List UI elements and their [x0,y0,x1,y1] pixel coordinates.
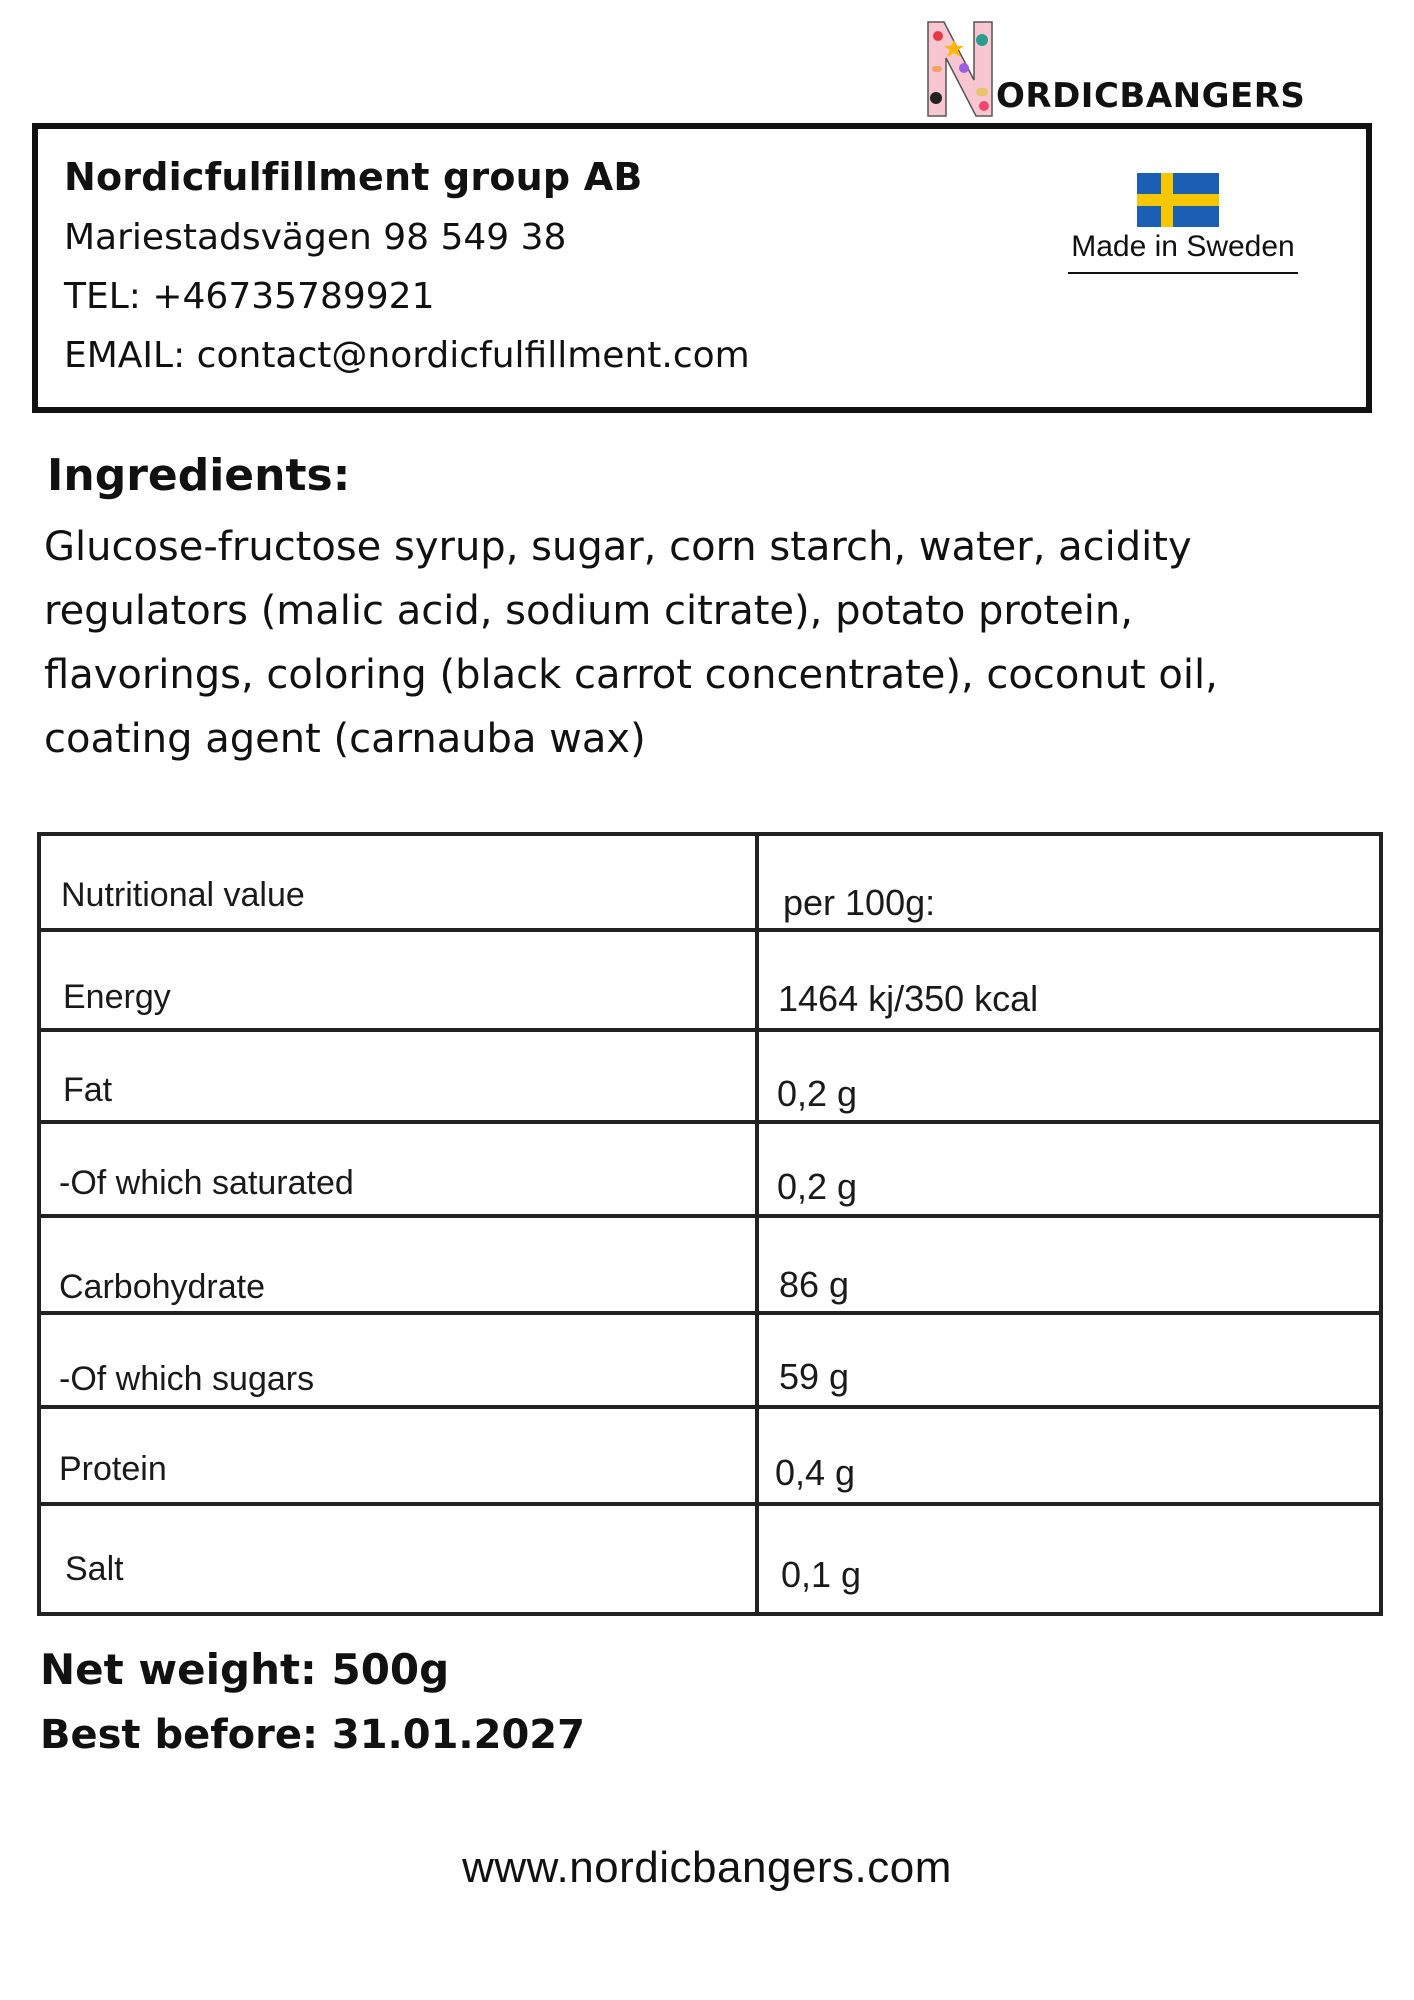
company-address: Mariestadsvägen 98 549 38 [64,217,567,258]
nutrition-row-energy-value: 1464 kj/350 kcal [778,978,1039,1019]
row-divider [41,1311,1379,1315]
row-divider [41,1214,1379,1218]
company-phone: TEL: +46735789921 [64,276,435,317]
company-email: EMAIL: contact@nordicfulfillment.com [64,335,750,376]
nutrition-header-label: Nutritional value [61,876,305,914]
nutrition-row-sugars-value: 59 g [779,1356,850,1397]
website-link[interactable]: www.nordicbangers.com [462,1843,952,1892]
nutrition-row-salt-label: Salt [65,1550,124,1588]
nutrition-row-carbohydrate-value: 86 g [779,1264,850,1305]
row-divider [41,1120,1379,1124]
nutrition-row-energy-label: Energy [63,978,171,1016]
net-weight: Net weight: 500g [40,1645,450,1694]
column-divider [755,836,759,1612]
nutrition-row-protein-label: Protein [59,1450,167,1488]
nutrition-row-salt-value: 0,1 g [781,1554,862,1595]
brand-logo-text: ORDICBANGERS [996,76,1306,116]
nutrition-header-value: per 100g: [783,882,936,923]
nutrition-row-carbohydrate-label: Carbohydrate [59,1268,266,1306]
row-divider [41,1028,1379,1032]
nutrition-row-sugars-label: -Of which sugars [59,1360,315,1398]
row-divider [41,1405,1379,1409]
candy-letter-n-icon [926,18,994,118]
nutrition-row-fat-value: 0,2 g [777,1073,858,1114]
made-in-sweden-label: Made in Sweden [1068,230,1298,274]
ingredients-title: Ingredients: [47,450,351,501]
nutrition-row-saturated-value: 0,2 g [777,1166,858,1207]
nutrition-table [37,832,1383,1616]
row-divider [41,928,1379,932]
nutrition-row-fat-label: Fat [63,1071,113,1109]
sweden-flag-icon [1137,173,1219,227]
nutrition-row-saturated-label: -Of which saturated [59,1164,354,1202]
best-before-date: Best before: 31.01.2027 [40,1712,585,1758]
company-name: Nordicfulfillment group AB [64,155,643,199]
ingredients-text: Glucose-fructose syrup, sugar, corn starch, water, acidity regulators (malic acid, sodium citrate), potato protein, flavorings, coloring (black carrot concentrate), coconut oil, coating agent (carnauba wax) [44,524,1218,762]
nutrition-row-protein-value: 0,4 g [775,1452,856,1493]
brand-logo [926,18,1316,122]
row-divider [41,1502,1379,1506]
